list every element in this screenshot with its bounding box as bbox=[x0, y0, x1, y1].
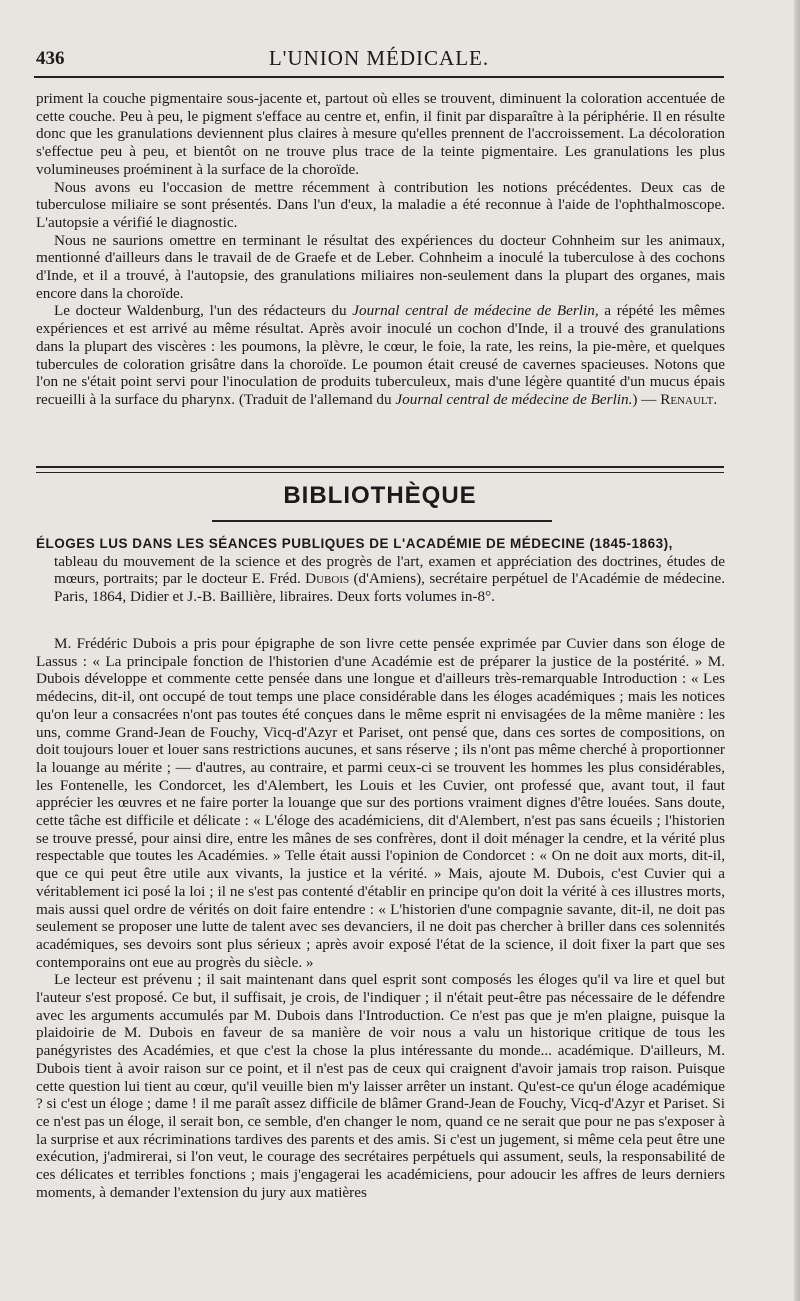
heading-underline bbox=[212, 520, 552, 522]
review-paragraph: M. Frédéric Dubois a pris pour épigraphe de son livre cette pensée exprimée par Cuvier dans son éloge de Lassus : « La principale fonction de l'historien d'une Académie est de préparer la justice de la postérité. » M. Dubois développe et commente cette pensée dans une longue et d'ailleurs très-remarquable Introduction : « Les médecins, dit-il, ont occupé de tout temps une place considérable dans les éloges académiques ; mais les notices qu'on leur a consacrées n'ont pas toutes été conçues dans le même esprit ni envisagées de la même manière : les uns, comme Grand-Jean de Fouchy, Vicq-d'Azyr et Pariset, ont pensé que, dans ces sortes de compositions, on doit toujours louer et louer sans restrictions aucunes, et sans réserve ; ils n'ont pas même cherché à proportionner la louange au mérite ; — d'autres, au contraire, et parmi ceux-ci se trouvent les hommes les plus considérables, les Fontenelle, les Condorcet, les d'Alembert, les Louis et les Cuvier, ont professé que, avant tout, il faut apprécier les œuvres et ne faire porter la louange que sur des portions vraiment dignes d'être louées. Sans doute, cette tâche est difficile et délicate : « L'éloge des académiciens, dit d'Alembert, n'est pas sans écueils ; l'historien se trouve pressé, pour ainsi dire, entre les mânes de ses confrères, dont il doit ménager la cendre, et la vérité plus respectable que toutes les Académies. » Telle était aussi l'opinion de Condorcet : « On ne doit aux morts, dit-il, que ce qui peut être utile aux vivants, la justice et la vérité. » Mais, ajoute M. Dubois, c'est Cuvier qui a véritablement ici posé la loi ; il ne s'est pas contenté d'établir en principe qu'on doit la vérité à ces illustres morts, mais aussi quel ordre de vérités on doit faire entendre : « L'historien d'une compagnie savante, dit-il, ne doit pas seulement se proposer une lutte de talent avec ses devanciers, il ne doit pas chercher à briller dans ces solennités académiques, ses devoirs sont plus sérieux ; après avoir exposé l'état de la science, il doit fixer la part que ses contemporains ont eue au progrès du siècle. » bbox=[36, 635, 725, 971]
book-description bbox=[36, 553, 725, 606]
journal-title: Journal central de médecine de Berlin, bbox=[352, 302, 599, 320]
article-text: Le docteur Waldenburg, l'un des rédacteurs du bbox=[54, 302, 353, 320]
review-paragraph: Le lecteur est prévenu ; il sait maintenant dans quel esprit sont composés les éloges qu'il va lire et quel but l'auteur s'est proposé. Ce but, il suffisait, je crois, de l'indiquer ; il n'était peut-être pas nécessaire de le défendre avec les arguments accumulés par M. Dubois dans l'Introduction. Ce n'est pas que je m'en plaigne, puisque la plaidoirie de M. Dubois en faveur de sa manière de voir nous a valu un historique critique de tous les panégyristes des Académies, et que c'est la chose la plus intéressante du monde... académique. D'ailleurs, M. Dubois tient à avoir raison sur ce point, et il n'est pas de ceux qui craignent d'avoir jamais trop raison. Puisque cette question lui tient au cœur, qu'il veuille bien m'y laisser arrêter un instant. Qu'est-ce qu'un éloge académique ? si c'est un éloge ; dame ! il me paraît assez difficile de blâmer Grand-Jean de Fouchy, Vicq-d'Azyr et Pariset. Si ce n'est pas un éloge, il serait bon, ce semble, d'en changer le nom, quand ce ne serait que pour ne pas s'exposer à la surprise et aux récriminations tardives des parents et des amis. Si c'est un jugement, si même cela peut être une exécution, j'admirerai, si l'on veut, le courage des secrétaires perpétuels qui assument, seuls, la responsabilité de ces délicates et terribles fonctions ; mais j'engagerai les académiciens, pour adoucir les affres de leurs derniers moments, à demander l'extension du jury aux matières bbox=[36, 971, 725, 1201]
article-paragraph: Nous avons eu l'occasion de mettre récemment à contribution les notions précédentes. Deux cas de tuberculose miliaire se sont présentés. Dans l'un d'eux, la maladie a été reconnue à l'aide de l'ophthalmoscope. L'autopsie a vérifié le diagnostic. bbox=[36, 178, 725, 231]
book-desc-text: tableau du mouvement de la science et des progrès de l'art, examen et appréciation des doctrines, études de mœurs, portraits; par le docteur E. Fréd. bbox=[54, 552, 725, 588]
section-divider-thin bbox=[36, 472, 724, 473]
journal-title: Journal central de médecine de Berlin. bbox=[395, 390, 633, 408]
book-entry bbox=[36, 535, 725, 606]
article-paragraph: Nous ne saurions omettre en terminant le résultat des expériences du docteur Cohnheim sur les animaux, mentionné d'ailleurs dans le travail de de Graefe et de Leber. Cohnheim a inoculé la tuberculose à des cochons d'Inde, et il a trouvé, à l'autopsie, des granulations miliaires non-seulement dans la plupart des organes, mais encore dans la choroïde. bbox=[36, 231, 725, 302]
page-edge-shadow bbox=[794, 0, 800, 1301]
book-review bbox=[36, 635, 725, 1202]
article-text: a répété les mêmes expériences et est arrivé au même résultat. Après avoir inoculé un cochon d'Inde, il a trouvé des granulations dans la plupart des viscères : les poumons, la plèvre, le cœur, le foie, la rate, les reins, la pie-mère, et quelques tubercules de coloration grisâtre dans la choroïde. Le poumon était creusé de cavernes spacieuses. Notons que l'on ne s'était point servi pour l'inoculation de produits tuberculeux, mais d'une légère quantité d'un mucus épais recueilli à la surface du pharynx. (Traduit de l'allemand du bbox=[36, 302, 726, 408]
book-desc-text: (d'Amiens), secrétaire perpétuel de l'Académie de médecine. Paris, 1864, Didier et J.-B. Baillière, libraires. Deux forts volumes in-8°. bbox=[54, 570, 726, 606]
author-signature: Renault. bbox=[660, 390, 718, 408]
section-heading: BIBLIOTHÈQUE bbox=[283, 482, 477, 509]
article-paragraph-last bbox=[36, 302, 725, 408]
article-text: ) — bbox=[632, 390, 661, 408]
article-paragraph: priment la couche pigmentaire sous-jacente et, partout où elles se trouvent, diminuent la coloration accentuée de cette couche. Peu à peu, le pigment s'efface au centre et, enfin, il finit par disparaître à la périphérie. Il en résulte donc que les granulations deviennent plus claires à mesure qu'elles prennent de l'accroissement. La décoloration s'effectue peu à peu, et bientôt on ne trouve plus trace de la teinte pigmentaire. Les granulations les plus volumineuses proéminent à la surface de la choroïde. bbox=[36, 90, 725, 178]
page-number: 436 bbox=[36, 48, 65, 69]
article-continuation bbox=[36, 90, 725, 409]
section-divider bbox=[36, 466, 724, 468]
page-header bbox=[36, 40, 722, 74]
book-title: ÉLOGES LUS DANS LES SÉANCES PUBLIQUES DE L'ACADÉMIE DE MÉDECINE (1845-1863), bbox=[36, 536, 673, 551]
book-author: Dubois bbox=[305, 570, 350, 588]
header-rule bbox=[34, 76, 724, 78]
running-title: L'UNION MÉDICALE. bbox=[268, 46, 490, 70]
